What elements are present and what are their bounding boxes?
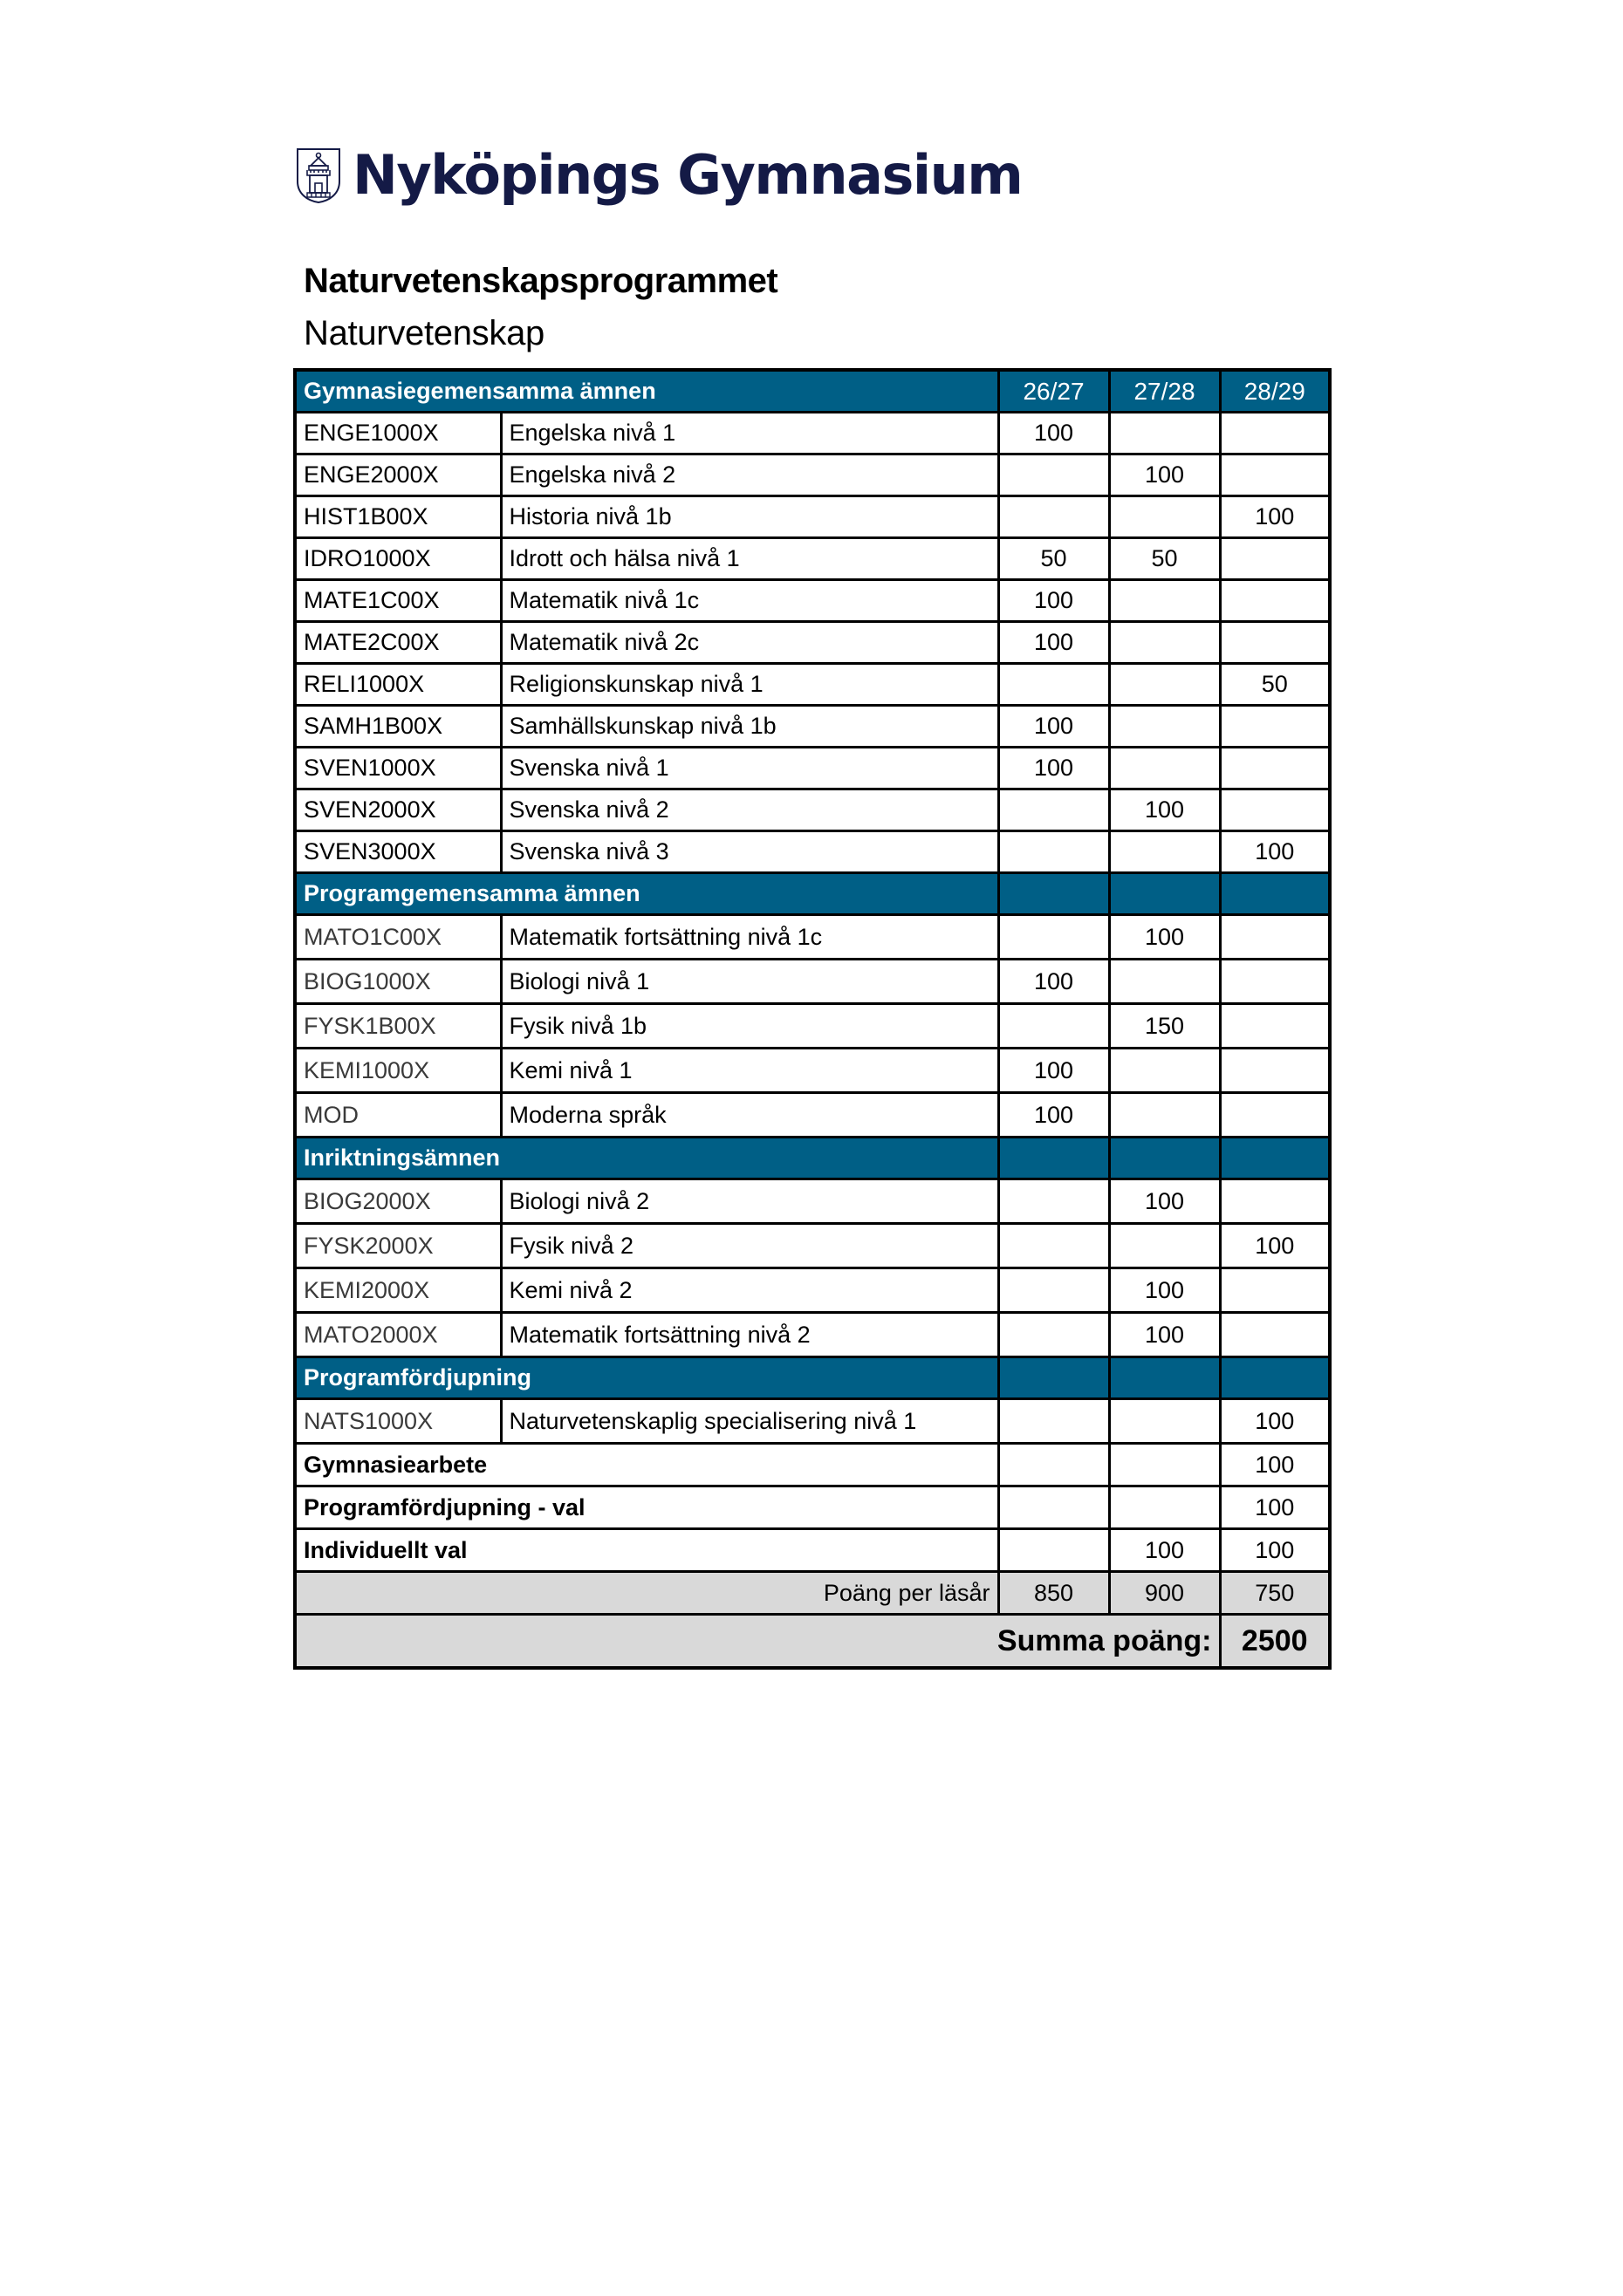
section-header-blank <box>1220 1357 1330 1399</box>
points-y2 <box>1109 664 1220 706</box>
section-header-blank <box>998 873 1109 915</box>
points-y2 <box>1109 1049 1220 1093</box>
sum-row <box>295 1615 1330 1669</box>
points-y3 <box>1220 454 1330 496</box>
section-header <box>295 370 1330 413</box>
course-code: FYSK1B00X <box>295 1004 501 1049</box>
points-per-year-label: Poäng per läsår <box>295 1572 998 1615</box>
program-title: Naturvetenskapsprogrammet <box>304 262 778 300</box>
points-y3: 100 <box>1220 1444 1330 1486</box>
points-y3 <box>1220 1093 1330 1138</box>
points-y3: 100 <box>1220 1486 1330 1529</box>
course-row <box>295 1004 1330 1049</box>
course-row <box>295 1093 1330 1138</box>
points-y2 <box>1109 413 1220 454</box>
course-name: Naturvetenskaplig specialisering nivå 1 <box>501 1399 998 1444</box>
extra-row <box>295 1486 1330 1529</box>
points-y1: 100 <box>998 960 1109 1004</box>
points-y3 <box>1220 580 1330 622</box>
extra-label: Programfördjupning - val <box>295 1486 998 1529</box>
course-name: Matematik fortsättning nivå 1c <box>501 915 998 960</box>
course-row <box>295 413 1330 454</box>
points-y2 <box>1109 1093 1220 1138</box>
course-name: Fysik nivå 2 <box>501 1224 998 1268</box>
course-code: RELI1000X <box>295 664 501 706</box>
course-name: Historia nivå 1b <box>501 496 998 538</box>
sum-label: Summa poäng: <box>295 1615 1220 1669</box>
course-row <box>295 915 1330 960</box>
section-title: Gymnasiegemensamma ämnen <box>295 370 998 413</box>
points-y1 <box>998 1444 1109 1486</box>
points-y1 <box>998 496 1109 538</box>
course-row <box>295 580 1330 622</box>
school-logo <box>295 145 1022 206</box>
course-name: Svenska nivå 3 <box>501 831 998 873</box>
course-code: SVEN3000X <box>295 831 501 873</box>
points-y1 <box>998 1179 1109 1224</box>
points-y1 <box>998 1268 1109 1313</box>
points-y1: 50 <box>998 538 1109 580</box>
course-row <box>295 1224 1330 1268</box>
year-total-y2: 900 <box>1109 1572 1220 1615</box>
castle-shield-icon <box>295 147 342 204</box>
course-row <box>295 1268 1330 1313</box>
course-name: Svenska nivå 1 <box>501 748 998 789</box>
points-y3 <box>1220 1004 1330 1049</box>
points-y2: 100 <box>1109 789 1220 831</box>
course-name: Biologi nivå 2 <box>501 1179 998 1224</box>
points-y1 <box>998 1486 1109 1529</box>
course-name: Svenska nivå 2 <box>501 789 998 831</box>
points-y3 <box>1220 1179 1330 1224</box>
course-row <box>295 706 1330 748</box>
points-y3 <box>1220 538 1330 580</box>
points-y2 <box>1109 748 1220 789</box>
points-y2: 100 <box>1109 1313 1220 1357</box>
points-y1 <box>998 1313 1109 1357</box>
section-title: Programfördjupning <box>295 1357 998 1399</box>
course-code: ENGE1000X <box>295 413 501 454</box>
course-code: IDRO1000X <box>295 538 501 580</box>
points-y1: 100 <box>998 1049 1109 1093</box>
points-y2 <box>1109 1486 1220 1529</box>
course-row <box>295 496 1330 538</box>
points-y3 <box>1220 1049 1330 1093</box>
course-name: Matematik nivå 1c <box>501 580 998 622</box>
course-row <box>295 664 1330 706</box>
extra-row <box>295 1444 1330 1486</box>
course-name: Samhällskunskap nivå 1b <box>501 706 998 748</box>
section-title: Inriktningsämnen <box>295 1138 998 1179</box>
course-code: NATS1000X <box>295 1399 501 1444</box>
points-y1 <box>998 1529 1109 1572</box>
section-header-blank <box>1109 873 1220 915</box>
points-y3 <box>1220 622 1330 664</box>
course-row <box>295 748 1330 789</box>
course-name: Biologi nivå 1 <box>501 960 998 1004</box>
course-name: Fysik nivå 1b <box>501 1004 998 1049</box>
course-row <box>295 1399 1330 1444</box>
course-row <box>295 831 1330 873</box>
year-total-y3: 750 <box>1220 1572 1330 1615</box>
course-code: MOD <box>295 1093 501 1138</box>
course-code: SVEN1000X <box>295 748 501 789</box>
course-name: Idrott och hälsa nivå 1 <box>501 538 998 580</box>
course-name: Religionskunskap nivå 1 <box>501 664 998 706</box>
course-name: Matematik nivå 2c <box>501 622 998 664</box>
section-header-blank <box>1109 1138 1220 1179</box>
points-y3 <box>1220 706 1330 748</box>
course-row <box>295 454 1330 496</box>
course-row <box>295 1313 1330 1357</box>
course-row <box>295 1179 1330 1224</box>
points-y3: 100 <box>1220 1399 1330 1444</box>
points-y3: 100 <box>1220 1529 1330 1572</box>
points-y1 <box>998 1399 1109 1444</box>
section-header-blank <box>998 1357 1109 1399</box>
points-y1 <box>998 831 1109 873</box>
logo-text: Nyköpings Gymnasium <box>353 143 1023 207</box>
course-row <box>295 1049 1330 1093</box>
points-y3 <box>1220 915 1330 960</box>
points-y2: 50 <box>1109 538 1220 580</box>
course-row <box>295 960 1330 1004</box>
extra-label: Gymnasiearbete <box>295 1444 998 1486</box>
points-y3: 100 <box>1220 1224 1330 1268</box>
points-y2: 100 <box>1109 1529 1220 1572</box>
course-code: BIOG2000X <box>295 1179 501 1224</box>
points-y2: 100 <box>1109 454 1220 496</box>
course-name: Kemi nivå 2 <box>501 1268 998 1313</box>
points-y2 <box>1109 496 1220 538</box>
course-code: SAMH1B00X <box>295 706 501 748</box>
section-header <box>295 1357 1330 1399</box>
points-y1 <box>998 664 1109 706</box>
points-y1: 100 <box>998 706 1109 748</box>
points-y1 <box>998 789 1109 831</box>
points-y1 <box>998 454 1109 496</box>
course-name: Engelska nivå 2 <box>501 454 998 496</box>
points-y1: 100 <box>998 622 1109 664</box>
year-header: 27/28 <box>1109 370 1220 413</box>
course-code: MATE2C00X <box>295 622 501 664</box>
points-y3 <box>1220 748 1330 789</box>
course-code: MATE1C00X <box>295 580 501 622</box>
extra-label: Individuellt val <box>295 1529 998 1572</box>
course-code: MATO1C00X <box>295 915 501 960</box>
course-row <box>295 622 1330 664</box>
sum-value: 2500 <box>1220 1615 1330 1669</box>
course-name: Kemi nivå 1 <box>501 1049 998 1093</box>
section-header-blank <box>1220 873 1330 915</box>
course-code: KEMI1000X <box>295 1049 501 1093</box>
year-header: 28/29 <box>1220 370 1330 413</box>
points-y2 <box>1109 1224 1220 1268</box>
course-name: Engelska nivå 1 <box>501 413 998 454</box>
points-y2 <box>1109 960 1220 1004</box>
points-y2 <box>1109 622 1220 664</box>
points-y1 <box>998 915 1109 960</box>
points-y1: 100 <box>998 413 1109 454</box>
section-header <box>295 1138 1330 1179</box>
points-y1 <box>998 1004 1109 1049</box>
points-y2: 100 <box>1109 915 1220 960</box>
points-y3 <box>1220 413 1330 454</box>
points-y2 <box>1109 580 1220 622</box>
points-per-year-row <box>295 1572 1330 1615</box>
course-code: KEMI2000X <box>295 1268 501 1313</box>
points-y1: 100 <box>998 1093 1109 1138</box>
section-header <box>295 873 1330 915</box>
course-code: SVEN2000X <box>295 789 501 831</box>
section-header-blank <box>998 1138 1109 1179</box>
course-row <box>295 538 1330 580</box>
points-y3 <box>1220 1268 1330 1313</box>
points-y3 <box>1220 960 1330 1004</box>
points-y2 <box>1109 1399 1220 1444</box>
section-header-blank <box>1109 1357 1220 1399</box>
section-header-blank <box>1220 1138 1330 1179</box>
course-code: ENGE2000X <box>295 454 501 496</box>
points-y2: 150 <box>1109 1004 1220 1049</box>
points-y1: 100 <box>998 580 1109 622</box>
points-y2 <box>1109 706 1220 748</box>
course-code: MATO2000X <box>295 1313 501 1357</box>
section-title: Programgemensamma ämnen <box>295 873 998 915</box>
course-code: FYSK2000X <box>295 1224 501 1268</box>
points-y3: 100 <box>1220 831 1330 873</box>
points-y3 <box>1220 1313 1330 1357</box>
course-row <box>295 789 1330 831</box>
course-name: Moderna språk <box>501 1093 998 1138</box>
extra-row <box>295 1529 1330 1572</box>
year-header: 26/27 <box>998 370 1109 413</box>
year-total-y1: 850 <box>998 1572 1109 1615</box>
course-code: BIOG1000X <box>295 960 501 1004</box>
points-y3: 100 <box>1220 496 1330 538</box>
points-y2: 100 <box>1109 1268 1220 1313</box>
points-y3: 50 <box>1220 664 1330 706</box>
points-y3 <box>1220 789 1330 831</box>
points-y1 <box>998 1224 1109 1268</box>
points-y1: 100 <box>998 748 1109 789</box>
course-code: HIST1B00X <box>295 496 501 538</box>
course-name: Matematik fortsättning nivå 2 <box>501 1313 998 1357</box>
points-y2 <box>1109 831 1220 873</box>
orientation-title: Naturvetenskap <box>304 314 544 352</box>
points-y2: 100 <box>1109 1179 1220 1224</box>
course-table <box>293 368 1332 1670</box>
points-y2 <box>1109 1444 1220 1486</box>
